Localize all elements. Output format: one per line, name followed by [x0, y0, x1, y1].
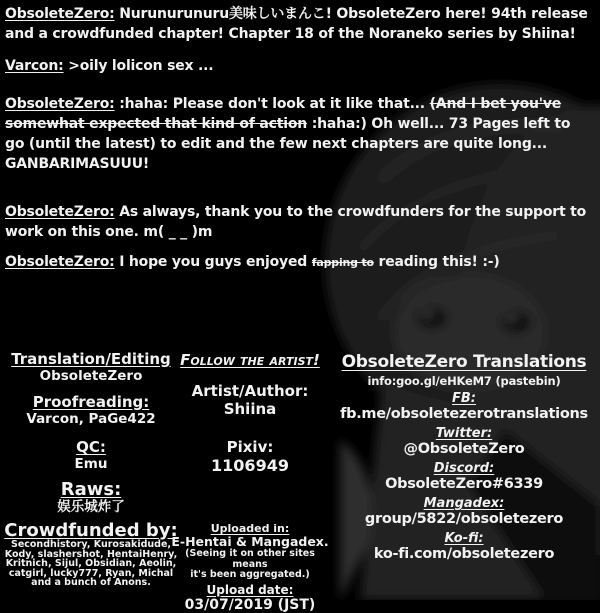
fb-label: FB: [452, 391, 476, 406]
credit-block-crowdfunders [0, 521, 182, 588]
follow-artist-heading: Follow the artist! [180, 351, 320, 369]
artist-column [167, 351, 333, 613]
twitter-handle: @ObsoleteZero [403, 441, 525, 457]
message-text: Nurunurunuru美味しいまんこ! ObsoleteZero here! 94th release [114, 6, 588, 22]
message-text: I hope you guys enjoyed [114, 254, 312, 270]
discord-label: Discord: [433, 461, 495, 476]
fb-link: fb.me/obsoletezerotranslations [340, 406, 588, 422]
credit-value: ObsoleteZero [39, 368, 143, 384]
artist-label: Artist/Author: [191, 382, 309, 400]
message-editor-reply [5, 94, 570, 174]
credit-block-qc [0, 439, 182, 472]
message-text: fapping to [311, 256, 374, 269]
message-text: GANBARIMASUUU! [5, 156, 150, 172]
message-text: work on this one. m( _ _ )m [5, 224, 213, 240]
message-thanks [5, 202, 586, 242]
upload-info-block [167, 522, 333, 613]
message-text: :haha:) Oh well... 73 Pages left to [307, 116, 571, 132]
credit-value: Emu [74, 456, 108, 472]
message-text: As always, thank you to the crowdfunders for the support to [114, 204, 587, 220]
discord-tag: ObsoleteZero#6339 [385, 476, 543, 492]
uploaded-in-label: Uploaded in: [210, 522, 290, 535]
message-text: reading this! :-) [373, 254, 500, 270]
upload-date-label: Upload date: [206, 582, 294, 597]
credit-title: Raws: [60, 479, 122, 500]
artist-name: Shiina [223, 400, 277, 418]
group-title: ObsoleteZero Translations [341, 352, 587, 372]
message-text: >oily lolicon sex ... [63, 58, 214, 74]
upload-sites: E-Hentai & Mangadex. [171, 534, 329, 549]
speaker-name: ObsoleteZero: [5, 204, 115, 220]
message-text: :haha: Please don't look at it like that... [114, 96, 430, 112]
speaker-name: ObsoleteZero: [5, 6, 115, 22]
aggregation-note-line2: it's been aggregated.) [190, 569, 310, 580]
aggregation-note-line1: (Seeing it on other sites means [185, 548, 315, 570]
mangadex-path: group/5822/obsoletezero [364, 511, 564, 527]
message-text: and a crowdfunded chapter! Chapter 18 of the Noraneko series by Shiina! [5, 26, 576, 42]
credit-block-proofreading [0, 394, 182, 427]
upload-date: 03/07/2019 (JST) [184, 596, 316, 613]
message-varcon-comment [5, 56, 213, 76]
pixiv-label: Pixiv: [226, 438, 274, 456]
pixiv-id: 1106949 [211, 456, 289, 475]
speaker-name: Varcon: [5, 58, 64, 74]
message-release-note [5, 4, 588, 44]
credit-value: 娱乐城炸了 [57, 499, 125, 515]
message-text: somewhat expected that kind of action [5, 116, 308, 132]
credit-block-translation [0, 351, 182, 384]
kofi-label: Ko-fi: [444, 531, 484, 546]
mangadex-label: Mangadex: [423, 496, 505, 511]
twitter-label: Twitter: [435, 426, 493, 441]
kofi-link: ko-fi.com/obsoletezero [373, 546, 555, 562]
credit-title: Proofreading: [32, 393, 150, 411]
crowdfunder-list: Secondhistory, Kurosakidude, Kody, slashershot, HentaiHenry, Kritnich, Sijul, Obsidian, Aeolin, catgirl, lucky777, Ryan, Michal and a bunch of Anons. [4, 539, 178, 589]
credit-title: QC: [76, 438, 106, 456]
credit-title: Translation/Editing [11, 350, 171, 368]
credit-block-raws [0, 480, 182, 515]
staff-credits-column [0, 351, 182, 588]
message-signoff [5, 252, 500, 273]
credit-title: Crowdfunded by: [4, 520, 178, 541]
group-info-pastebin: info:goo.gl/eHKeM7 (pastebin) [367, 374, 561, 388]
message-text: (And I bet you've [429, 96, 562, 112]
message-text: go (until the latest) to edit and the few next chapters are quite long... [5, 136, 547, 152]
credit-value: Varcon, PaGe422 [26, 411, 156, 427]
speaker-name: ObsoleteZero: [5, 96, 115, 112]
speaker-name: ObsoleteZero: [5, 254, 115, 270]
group-links-column [330, 352, 598, 563]
